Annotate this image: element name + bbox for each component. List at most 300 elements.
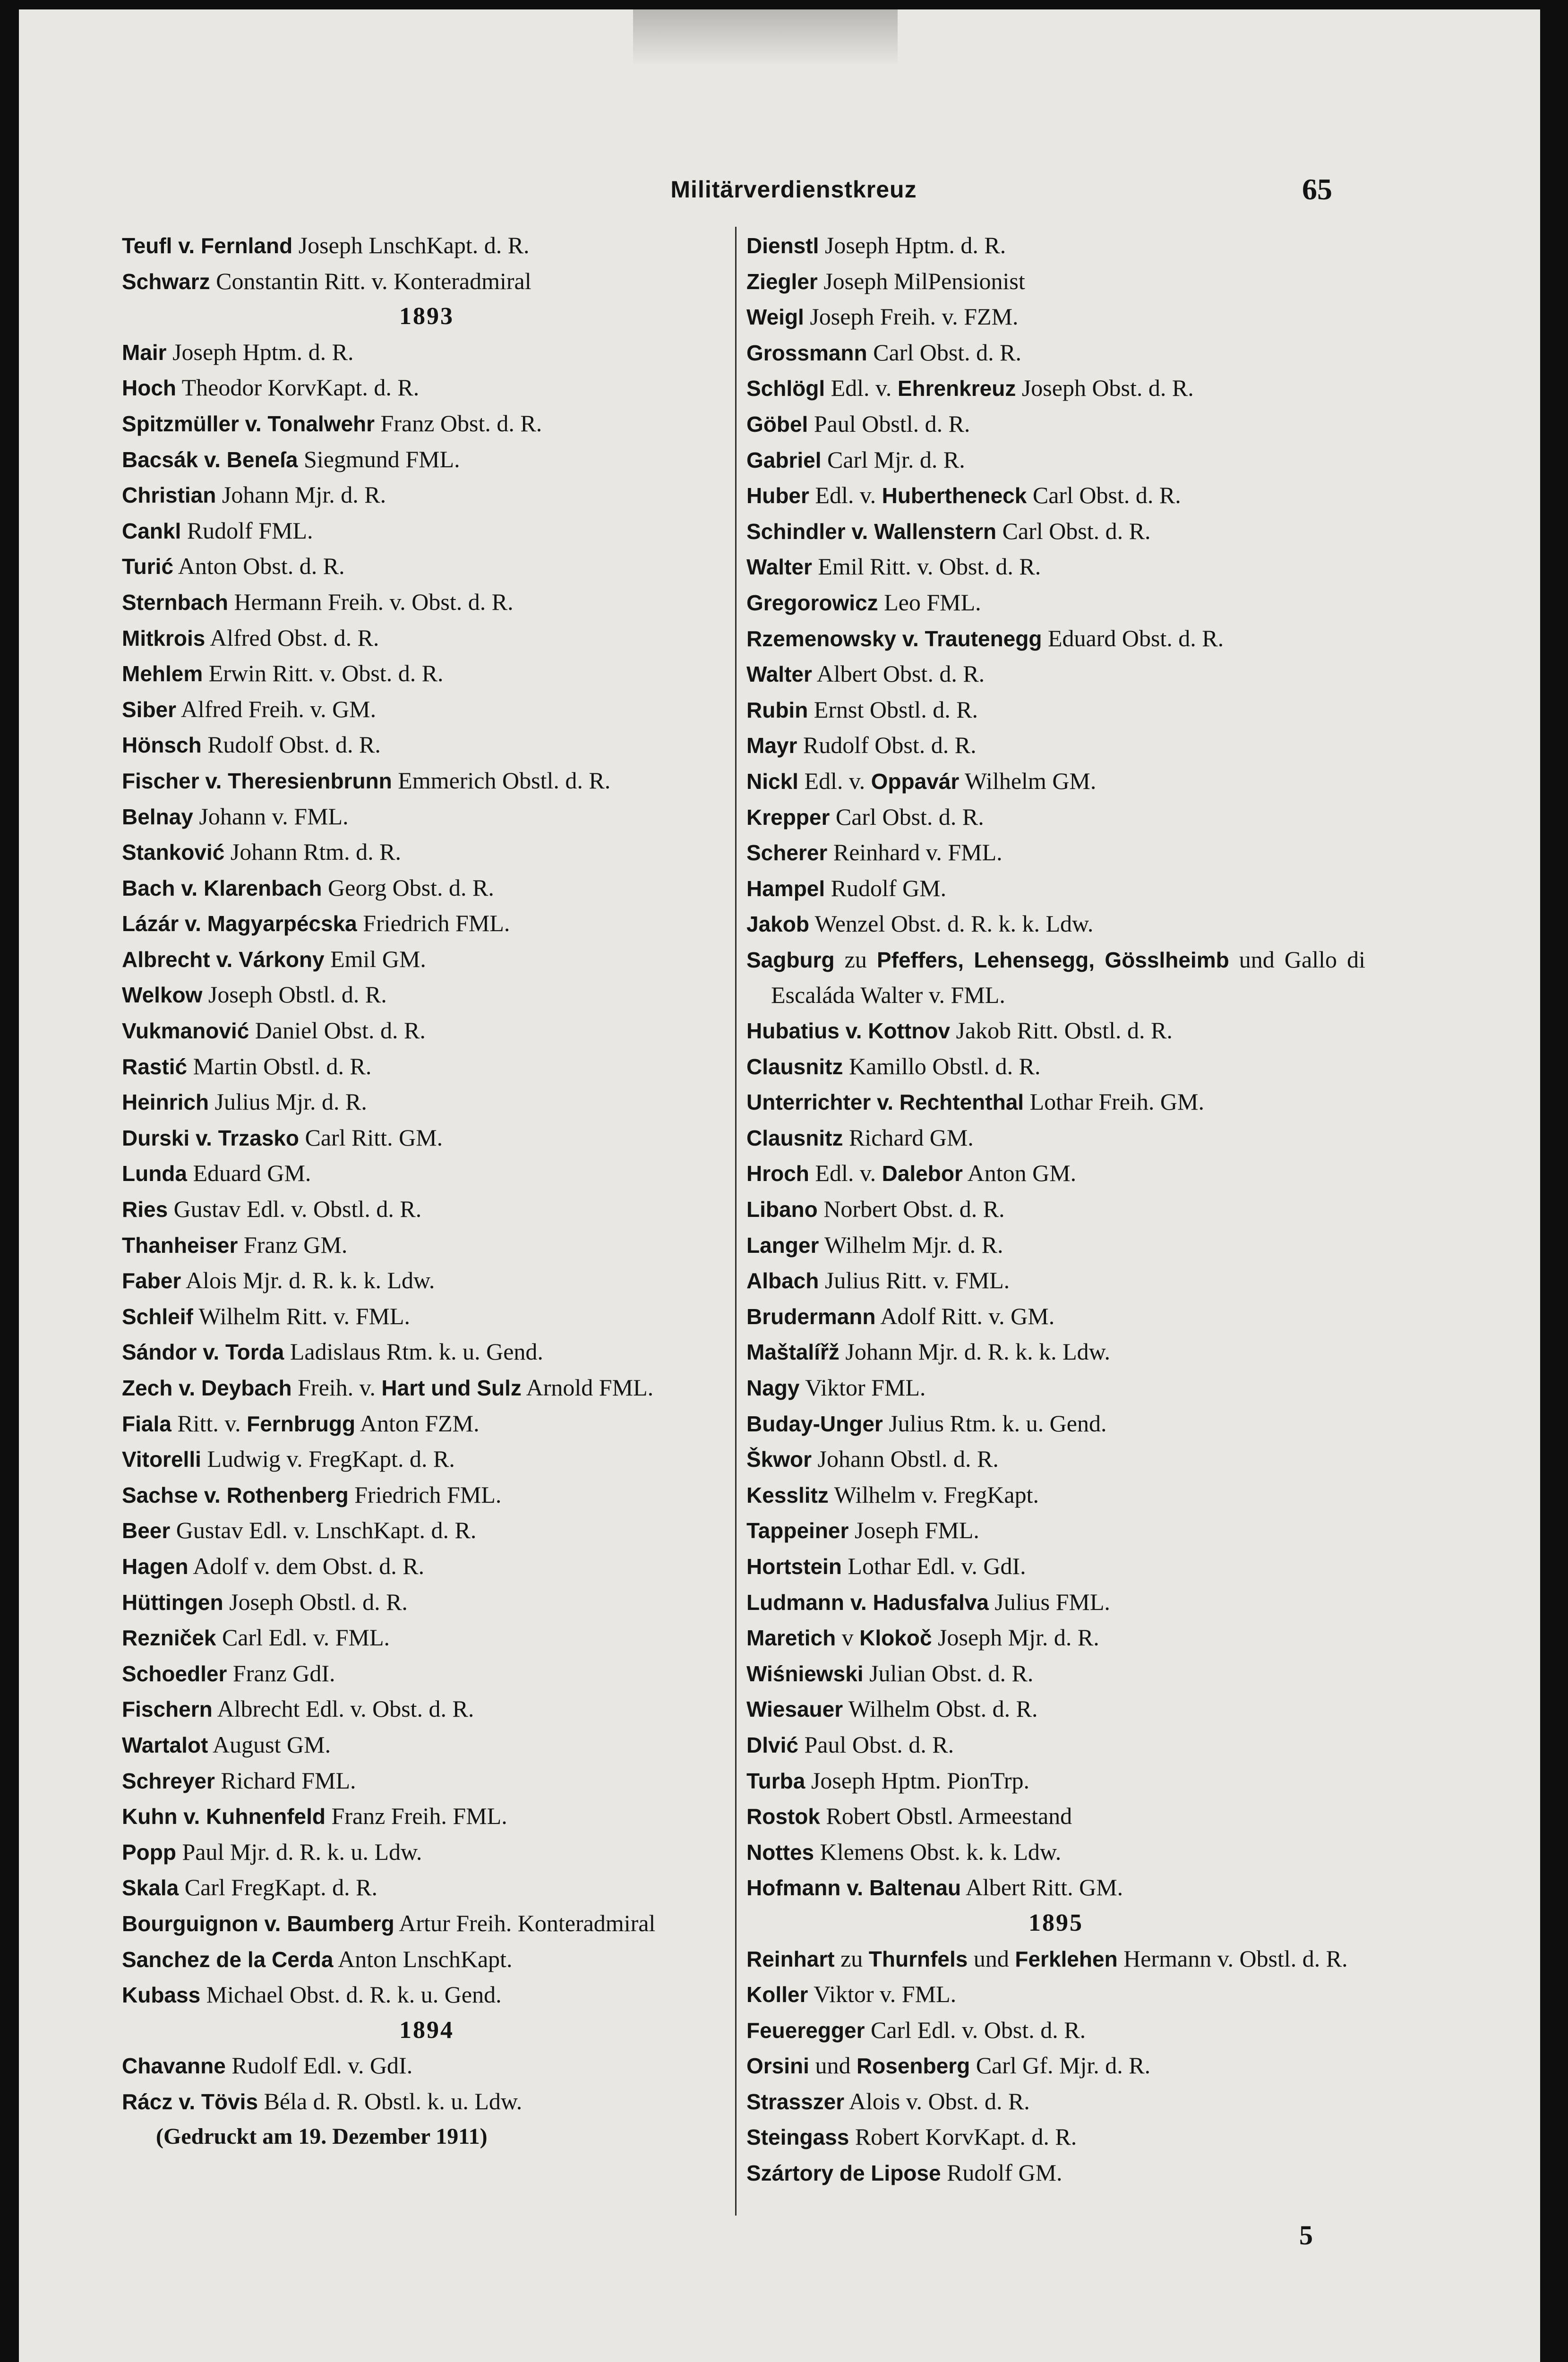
entry-details: Adolf Ritt. v. GM. <box>875 1302 1055 1329</box>
entry-surname: Nagy <box>746 1376 800 1400</box>
list-entry <box>122 1834 731 1870</box>
entry-surname: Schwarz <box>122 269 210 294</box>
list-entry <box>746 299 1365 335</box>
entry-surname: Schleif <box>122 1304 193 1329</box>
entry-details: Emil Ritt. v. Obst. d. R. <box>812 553 1041 580</box>
entry-details: Lothar Freih. GM. <box>1024 1088 1204 1115</box>
list-entry <box>746 1013 1365 1049</box>
entry-details: Robert Obstl. Armeestand <box>820 1803 1072 1830</box>
list-entry <box>746 335 1365 371</box>
entry-details: Erwin Ritt. v. Obst. d. R. <box>203 660 444 687</box>
entry-surname: Vitorelli <box>122 1447 201 1472</box>
list-entry <box>746 621 1365 657</box>
entry-surname: Chavanne <box>122 2054 226 2079</box>
list-entry <box>122 1406 731 1442</box>
list-entry <box>746 406 1365 442</box>
list-entry <box>746 1513 1365 1549</box>
left-column <box>122 228 731 2155</box>
list-entry <box>122 1227 731 1263</box>
list-entry <box>746 1299 1365 1335</box>
entry-details: Reinhard v. FML. <box>827 839 1002 866</box>
entry-surname: Clausnitz <box>746 1054 843 1079</box>
entry-details: Carl Gf. Mjr. d. R. <box>970 2052 1151 2079</box>
list-entry <box>122 1370 731 1406</box>
entry-surname: Orsini <box>746 2054 809 2079</box>
entry-surname: Schoedler <box>122 1661 227 1686</box>
entry-surname: Huber <box>746 483 809 508</box>
entry-details: Ludwig v. FregKapt. d. R. <box>201 1446 455 1472</box>
list-entry <box>122 1334 731 1370</box>
list-entry <box>122 977 731 1013</box>
list-entry <box>122 1049 731 1085</box>
entry-surname: Sándor v. Torda <box>122 1340 284 1365</box>
entry-surname: Stanković <box>122 840 225 865</box>
entry-details: Anton FZM. <box>355 1410 480 1437</box>
list-entry <box>746 2012 1365 2048</box>
entry-surname: Göbel <box>746 411 808 436</box>
left-entries-3 <box>122 2048 731 2119</box>
entry-surname: Koller <box>746 1982 808 2007</box>
entry-details: Julius FML. <box>988 1588 1110 1615</box>
entry-surname: Walter <box>746 662 812 687</box>
list-entry <box>746 1227 1365 1263</box>
entry-details: Johann Mjr. d. R. <box>216 481 386 508</box>
entry-surname: Beer <box>122 1518 171 1543</box>
list-entry <box>746 585 1365 621</box>
list-entry <box>746 264 1365 300</box>
entry-surname: Škwor <box>746 1447 812 1472</box>
list-entry <box>122 656 731 692</box>
list-entry <box>122 941 731 977</box>
entry-details: Joseph Freih. v. FZM. <box>804 303 1019 330</box>
entry-details: Ritt. v. <box>171 1410 247 1437</box>
entry-details: Johann v. FML. <box>193 803 349 830</box>
entry-surname: Kuhn v. Kuhnenfeld <box>122 1804 326 1829</box>
entry-surname: Lunda <box>122 1161 187 1186</box>
entry-surname: Thanheiser <box>122 1232 238 1258</box>
entry-details: Carl Edl. v. Obst. d. R. <box>865 2016 1086 2043</box>
entry-details: Klemens Obst. k. k. Ldw. <box>814 1838 1062 1865</box>
entry-details: Emil GM. <box>324 945 426 972</box>
right-entries-1 <box>746 228 1365 1906</box>
entry-details: Wenzel Obst. d. R. k. k. Ldw. <box>809 910 1094 937</box>
list-entry <box>122 1084 731 1120</box>
entry-surname: Nottes <box>746 1840 814 1865</box>
entry-details: Joseph Obstl. d. R. <box>202 981 387 1008</box>
entry-details: Joseph Mjr. d. R. <box>932 1624 1099 1651</box>
list-entry <box>122 1906 731 1942</box>
entry-details: Joseph MilPensionist <box>817 267 1025 294</box>
entry-details: Edl. v. <box>809 482 882 509</box>
entry-surname: Rácz v. Tövis <box>122 2089 258 2114</box>
entry-surname: Schlögl <box>746 376 825 401</box>
list-entry <box>122 334 731 370</box>
entry-surname: Turba <box>746 1768 805 1793</box>
list-entry <box>746 942 1365 1013</box>
entry-details: Franz GM. <box>238 1231 348 1258</box>
entry-details: Julian Obst. d. R. <box>863 1660 1034 1686</box>
entry-surname: Dienstl <box>746 233 819 258</box>
entry-details: zu <box>834 946 877 973</box>
entry-details: Viktor v. FML. <box>808 1981 957 2008</box>
page-number: 65 <box>1302 172 1332 206</box>
entry-surname: Sternbach <box>122 590 228 615</box>
list-entry <box>122 1620 731 1656</box>
entry-details: Joseph FML. <box>848 1517 979 1544</box>
entry-surname: Gregorowicz <box>746 590 878 615</box>
entry-surname: Buday-Unger <box>746 1411 883 1436</box>
list-entry <box>122 799 731 835</box>
entry-details: Edl. v. <box>809 1160 882 1187</box>
entry-surname: Nickl <box>746 769 798 794</box>
entry-details: Gustav Edl. v. LnschKapt. d. R. <box>170 1517 477 1544</box>
entry-details: Richard FML. <box>214 1767 356 1794</box>
list-entry <box>122 477 731 513</box>
entry-details: Paul Obst. d. R. <box>798 1731 954 1758</box>
list-entry <box>746 442 1365 478</box>
entry-surname: Grossmann <box>746 340 867 365</box>
entry-details: Julius Mjr. d. R. <box>209 1088 367 1115</box>
list-entry <box>746 1584 1365 1620</box>
list-entry <box>746 1620 1365 1656</box>
list-entry <box>122 906 731 941</box>
list-entry <box>746 1656 1365 1692</box>
list-entry <box>746 2119 1365 2155</box>
entry-surname: Krepper <box>746 804 830 830</box>
entry-details: Lothar Edl. v. GdI. <box>841 1552 1026 1579</box>
entry-details: Carl Edl. v. FML. <box>216 1624 390 1651</box>
entry-surname: Faber <box>122 1268 181 1293</box>
list-entry <box>122 834 731 870</box>
list-entry <box>122 228 731 264</box>
list-entry <box>122 513 731 549</box>
entry-surname: Hubatius v. Kottnov <box>746 1018 951 1044</box>
entry-details: Rudolf GM. <box>941 2159 1062 2186</box>
entry-surname: Libano <box>746 1197 818 1222</box>
entry-details: und <box>809 2052 857 2079</box>
entry-details: Paul Obstl. d. R. <box>808 410 970 437</box>
entry-details: Siegmund FML. <box>298 445 460 472</box>
list-entry <box>746 1441 1365 1477</box>
entry-surname: Mayr <box>746 733 797 758</box>
entry-surname: Hroch <box>746 1161 809 1186</box>
list-entry <box>122 1477 731 1513</box>
entry-details: Julius Rtm. k. u. Gend. <box>883 1410 1107 1437</box>
entry-surname: Ziegler <box>746 269 818 294</box>
list-entry <box>746 370 1365 406</box>
entry-details: Carl Obst. d. R. <box>996 517 1151 544</box>
entry-surname: Szártory de Lipose <box>746 2161 941 2186</box>
entry-surname: Ries <box>122 1197 168 1222</box>
list-entry <box>746 1084 1365 1120</box>
list-entry <box>122 442 731 478</box>
entry-surname: Turić <box>122 554 174 579</box>
list-entry <box>746 2155 1365 2191</box>
list-entry <box>746 906 1365 942</box>
entry-details: Julius Ritt. v. FML. <box>819 1267 1010 1294</box>
entry-details: Rudolf GM. <box>825 874 947 901</box>
list-entry <box>746 228 1365 264</box>
entry-surname: Pfeffers, Lehensegg, Gösslheimb <box>876 947 1229 972</box>
entry-details: Theodor KorvKapt. d. R. <box>176 374 420 401</box>
list-entry <box>122 1763 731 1799</box>
list-entry <box>122 1942 731 1977</box>
entry-surname: Hortstein <box>746 1554 842 1579</box>
entry-surname: Albach <box>746 1268 819 1293</box>
list-entry <box>122 1977 731 2013</box>
list-entry <box>746 1334 1365 1370</box>
list-entry <box>746 656 1365 692</box>
entry-surname: Albrecht v. Várkony <box>122 947 325 972</box>
entry-details: August GM. <box>208 1731 331 1758</box>
list-entry <box>746 1870 1365 1906</box>
entry-surname: Spitzmüller v. Tonalwehr <box>122 411 375 436</box>
list-entry <box>122 1513 731 1549</box>
entry-surname: Bacsák v. Beneſa <box>122 447 298 472</box>
entry-details: Kamillo Obstl. d. R. <box>843 1053 1041 1079</box>
signature-mark: 5 <box>1299 2220 1313 2251</box>
entry-surname: Hönsch <box>122 733 202 758</box>
entry-details: Wilhelm Obst. d. R. <box>843 1695 1038 1722</box>
list-entry <box>746 1263 1365 1299</box>
entry-surname: Reinhart <box>746 1946 835 1971</box>
list-entry <box>746 1406 1365 1442</box>
list-entry <box>122 763 731 799</box>
entry-details: Artur Freih. Konteradmiral <box>394 1909 656 1936</box>
entry-details: Leo FML. <box>878 589 981 616</box>
entry-surname: Strasszer <box>746 2089 845 2114</box>
entry-details: und Gallo di Escaláda Walter v. FML. <box>771 946 1365 1009</box>
entry-details: Anton Obst. d. R. <box>173 553 345 580</box>
list-entry <box>746 1977 1365 2012</box>
entry-details: Carl Ritt. GM. <box>299 1124 443 1151</box>
entry-surname: Dalebor <box>882 1161 963 1186</box>
entry-surname: Thurnfels <box>868 1946 968 1971</box>
entry-details: Hermann v. Obstl. d. R. <box>1117 1945 1348 1972</box>
entry-surname: Welkow <box>122 983 203 1008</box>
entry-details: Edl. v. <box>825 375 898 402</box>
list-entry <box>746 1941 1365 1977</box>
entry-surname: Rostok <box>746 1804 820 1829</box>
scan-shadow <box>633 9 898 66</box>
entry-details: Martin Obstl. d. R. <box>187 1053 372 1079</box>
entry-details: Wilhelm GM. <box>959 767 1097 794</box>
entry-details: Albert Obst. d. R. <box>812 660 985 687</box>
list-entry <box>122 1798 731 1834</box>
list-entry <box>122 692 731 727</box>
entry-details: Johann Mjr. d. R. k. k. Ldw. <box>839 1338 1111 1365</box>
entry-details: Robert KorvKapt. d. R. <box>849 2123 1077 2150</box>
entry-surname: Hoch <box>122 376 176 401</box>
entry-details: v <box>836 1624 860 1651</box>
list-entry <box>746 478 1365 513</box>
entry-details: Hermann Freih. v. Obst. d. R. <box>228 588 514 615</box>
entry-surname: Brudermann <box>746 1304 876 1329</box>
list-entry <box>122 1691 731 1727</box>
entry-surname: Rezniček <box>122 1626 216 1651</box>
list-entry <box>746 1155 1365 1191</box>
entry-details: Joseph Hptm. PionTrp. <box>805 1767 1030 1794</box>
list-entry <box>122 406 731 442</box>
list-entry <box>122 1870 731 1906</box>
entry-details: Franz Freih. FML. <box>326 1803 507 1830</box>
entry-surname: Fischern <box>122 1697 213 1722</box>
entry-surname: Lázár v. Magyarpécska <box>122 911 357 936</box>
list-entry <box>122 548 731 584</box>
entry-details: Albert Ritt. GM. <box>961 1874 1123 1901</box>
list-entry <box>122 1584 731 1620</box>
list-entry <box>746 2048 1365 2084</box>
entry-surname: Unterrichter v. Rechtenthal <box>746 1090 1024 1115</box>
list-entry <box>122 370 731 406</box>
entry-details: und <box>968 1945 1015 1972</box>
list-entry <box>746 1798 1365 1834</box>
list-entry <box>746 871 1365 907</box>
list-entry <box>746 1691 1365 1727</box>
list-entry <box>746 1549 1365 1584</box>
list-entry <box>746 835 1365 871</box>
list-entry <box>746 2084 1365 2120</box>
entry-details: Jakob Ritt. Obstl. d. R. <box>950 1017 1173 1044</box>
entry-details: Eduard Obst. d. R. <box>1042 625 1224 651</box>
entry-details: Constantin Ritt. v. Konteradmiral <box>210 267 531 294</box>
entry-details: Viktor FML. <box>799 1374 926 1401</box>
list-entry <box>122 620 731 656</box>
entry-surname: Weigl <box>746 305 804 330</box>
entry-surname: Teufl v. Fernland <box>122 233 293 258</box>
entry-surname: Durski v. Trzasko <box>122 1125 299 1150</box>
list-entry <box>746 763 1365 799</box>
entry-surname: Maretich <box>746 1626 836 1651</box>
list-entry <box>746 1477 1365 1513</box>
list-entry <box>122 1155 731 1191</box>
entry-surname: Rubin <box>746 697 808 722</box>
entry-details: Friedrich FML. <box>348 1481 502 1508</box>
entry-surname: Popp <box>122 1840 176 1865</box>
list-entry <box>746 1727 1365 1763</box>
entry-details: Franz Obst. d. R. <box>375 410 542 436</box>
entry-surname: Kubass <box>122 1983 201 2008</box>
entry-surname: Schreyer <box>122 1768 215 1793</box>
entry-details: Alfred Obst. d. R. <box>205 624 379 651</box>
entry-surname: Hart und Sulz <box>381 1376 522 1400</box>
entry-details: Norbert Obst. d. R. <box>817 1196 1005 1223</box>
list-entry <box>122 1263 731 1299</box>
year-heading-1894: 1894 <box>399 2016 454 2044</box>
list-entry <box>122 1656 731 1692</box>
entry-surname: Maštalířž <box>746 1340 840 1365</box>
list-entry <box>746 1120 1365 1156</box>
entry-details: Ernst Obstl. d. R. <box>808 696 978 723</box>
right-entries-2 <box>746 1941 1365 2191</box>
list-entry <box>122 1727 731 1763</box>
entry-surname: Hofmann v. Baltenau <box>746 1875 961 1900</box>
entry-details: Emmerich Obstl. d. R. <box>392 767 611 794</box>
entry-surname: Langer <box>746 1232 819 1258</box>
entry-surname: Belnay <box>122 804 193 829</box>
entry-details: Joseph Hptm. d. R. <box>166 338 354 365</box>
entry-details: Gustav Edl. v. Obstl. d. R. <box>168 1196 422 1223</box>
entry-surname: Scherer <box>746 840 828 865</box>
entry-details: Carl Obst. d. R. <box>1027 482 1181 509</box>
entry-details: Wilhelm v. FregKapt. <box>828 1481 1039 1508</box>
entry-details: Carl Obst. d. R. <box>867 339 1022 366</box>
year-heading-1895: 1895 <box>1028 1909 1083 1936</box>
entry-details: Anton LnschKapt. <box>333 1945 513 1972</box>
entry-details: Adolf v. dem Obst. d. R. <box>188 1552 425 1579</box>
list-entry <box>746 1370 1365 1406</box>
list-entry <box>122 2048 731 2084</box>
entry-surname: Wartalot <box>122 1732 208 1757</box>
right-column <box>746 228 1365 2191</box>
entry-surname: Fernbrugg <box>247 1411 356 1436</box>
left-entries-1 <box>122 228 731 299</box>
print-date-note: (Gedruckt am 19. Dezember 1911) <box>156 2124 488 2149</box>
entry-surname: Mair <box>122 340 167 365</box>
list-entry <box>122 1191 731 1227</box>
entry-details: Rudolf Obst. d. R. <box>797 732 977 759</box>
entry-details: Alfred Freih. v. GM. <box>176 695 377 722</box>
entry-surname: Dlvić <box>746 1732 798 1757</box>
list-entry <box>122 870 731 906</box>
list-entry <box>122 727 731 763</box>
entry-surname: Bach v. Klarenbach <box>122 875 322 900</box>
entry-surname: Fiala <box>122 1411 171 1436</box>
entry-details: Edl. v. <box>798 767 871 794</box>
entry-surname: Hagen <box>122 1554 189 1579</box>
list-entry <box>746 1763 1365 1799</box>
list-entry <box>122 584 731 620</box>
list-entry <box>746 1834 1365 1870</box>
entry-surname: Zech v. Deybach <box>122 1376 292 1400</box>
entry-details: Rudolf FML. <box>181 517 313 544</box>
entry-details: Joseph Obstl. d. R. <box>223 1588 408 1615</box>
list-entry <box>122 1441 731 1477</box>
left-entries-2 <box>122 334 731 2013</box>
entry-details: Eduard GM. <box>187 1160 311 1187</box>
entry-details: Daniel Obst. d. R. <box>249 1017 426 1044</box>
entry-surname: Tappeiner <box>746 1518 849 1543</box>
entry-surname: Cankl <box>122 518 181 543</box>
list-entry <box>122 1549 731 1584</box>
entry-details: Johann Rtm. d. R. <box>224 839 401 865</box>
entry-surname: Siber <box>122 697 177 722</box>
entry-surname: Schindler v. Wallenstern <box>746 519 997 544</box>
entry-details: Franz GdI. <box>227 1660 335 1686</box>
entry-surname: Bourguignon v. Baumberg <box>122 1911 394 1936</box>
list-entry <box>746 549 1365 585</box>
entry-surname: Sanchez de la Cerda <box>122 1947 334 1972</box>
entry-surname: Rzemenowsky v. Trautenegg <box>746 626 1042 651</box>
entry-details: Wilhelm Mjr. d. R. <box>819 1231 1003 1258</box>
entry-details: Carl Mjr. d. R. <box>821 446 965 473</box>
list-entry <box>122 2084 731 2120</box>
entry-details: Alois Mjr. d. R. k. k. Ldw. <box>181 1267 435 1294</box>
year-heading-1893: 1893 <box>399 303 454 330</box>
entry-surname: Rosenberg <box>856 2054 970 2079</box>
list-entry <box>746 1191 1365 1227</box>
entry-surname: Sagburg <box>746 947 835 972</box>
entry-surname: Ludmann v. Hadusfalva <box>746 1590 989 1615</box>
entry-surname: Oppavár <box>871 769 960 794</box>
entry-details: Freih. v. <box>291 1374 382 1401</box>
entry-surname: Hubertheneck <box>882 483 1027 508</box>
list-entry <box>122 264 731 300</box>
entry-surname: Sachse v. Rothenberg <box>122 1482 349 1507</box>
entry-surname: Wiesauer <box>746 1697 843 1722</box>
entry-surname: Mehlem <box>122 661 203 686</box>
entry-details: Wilhelm Ritt. v. FML. <box>193 1302 410 1329</box>
